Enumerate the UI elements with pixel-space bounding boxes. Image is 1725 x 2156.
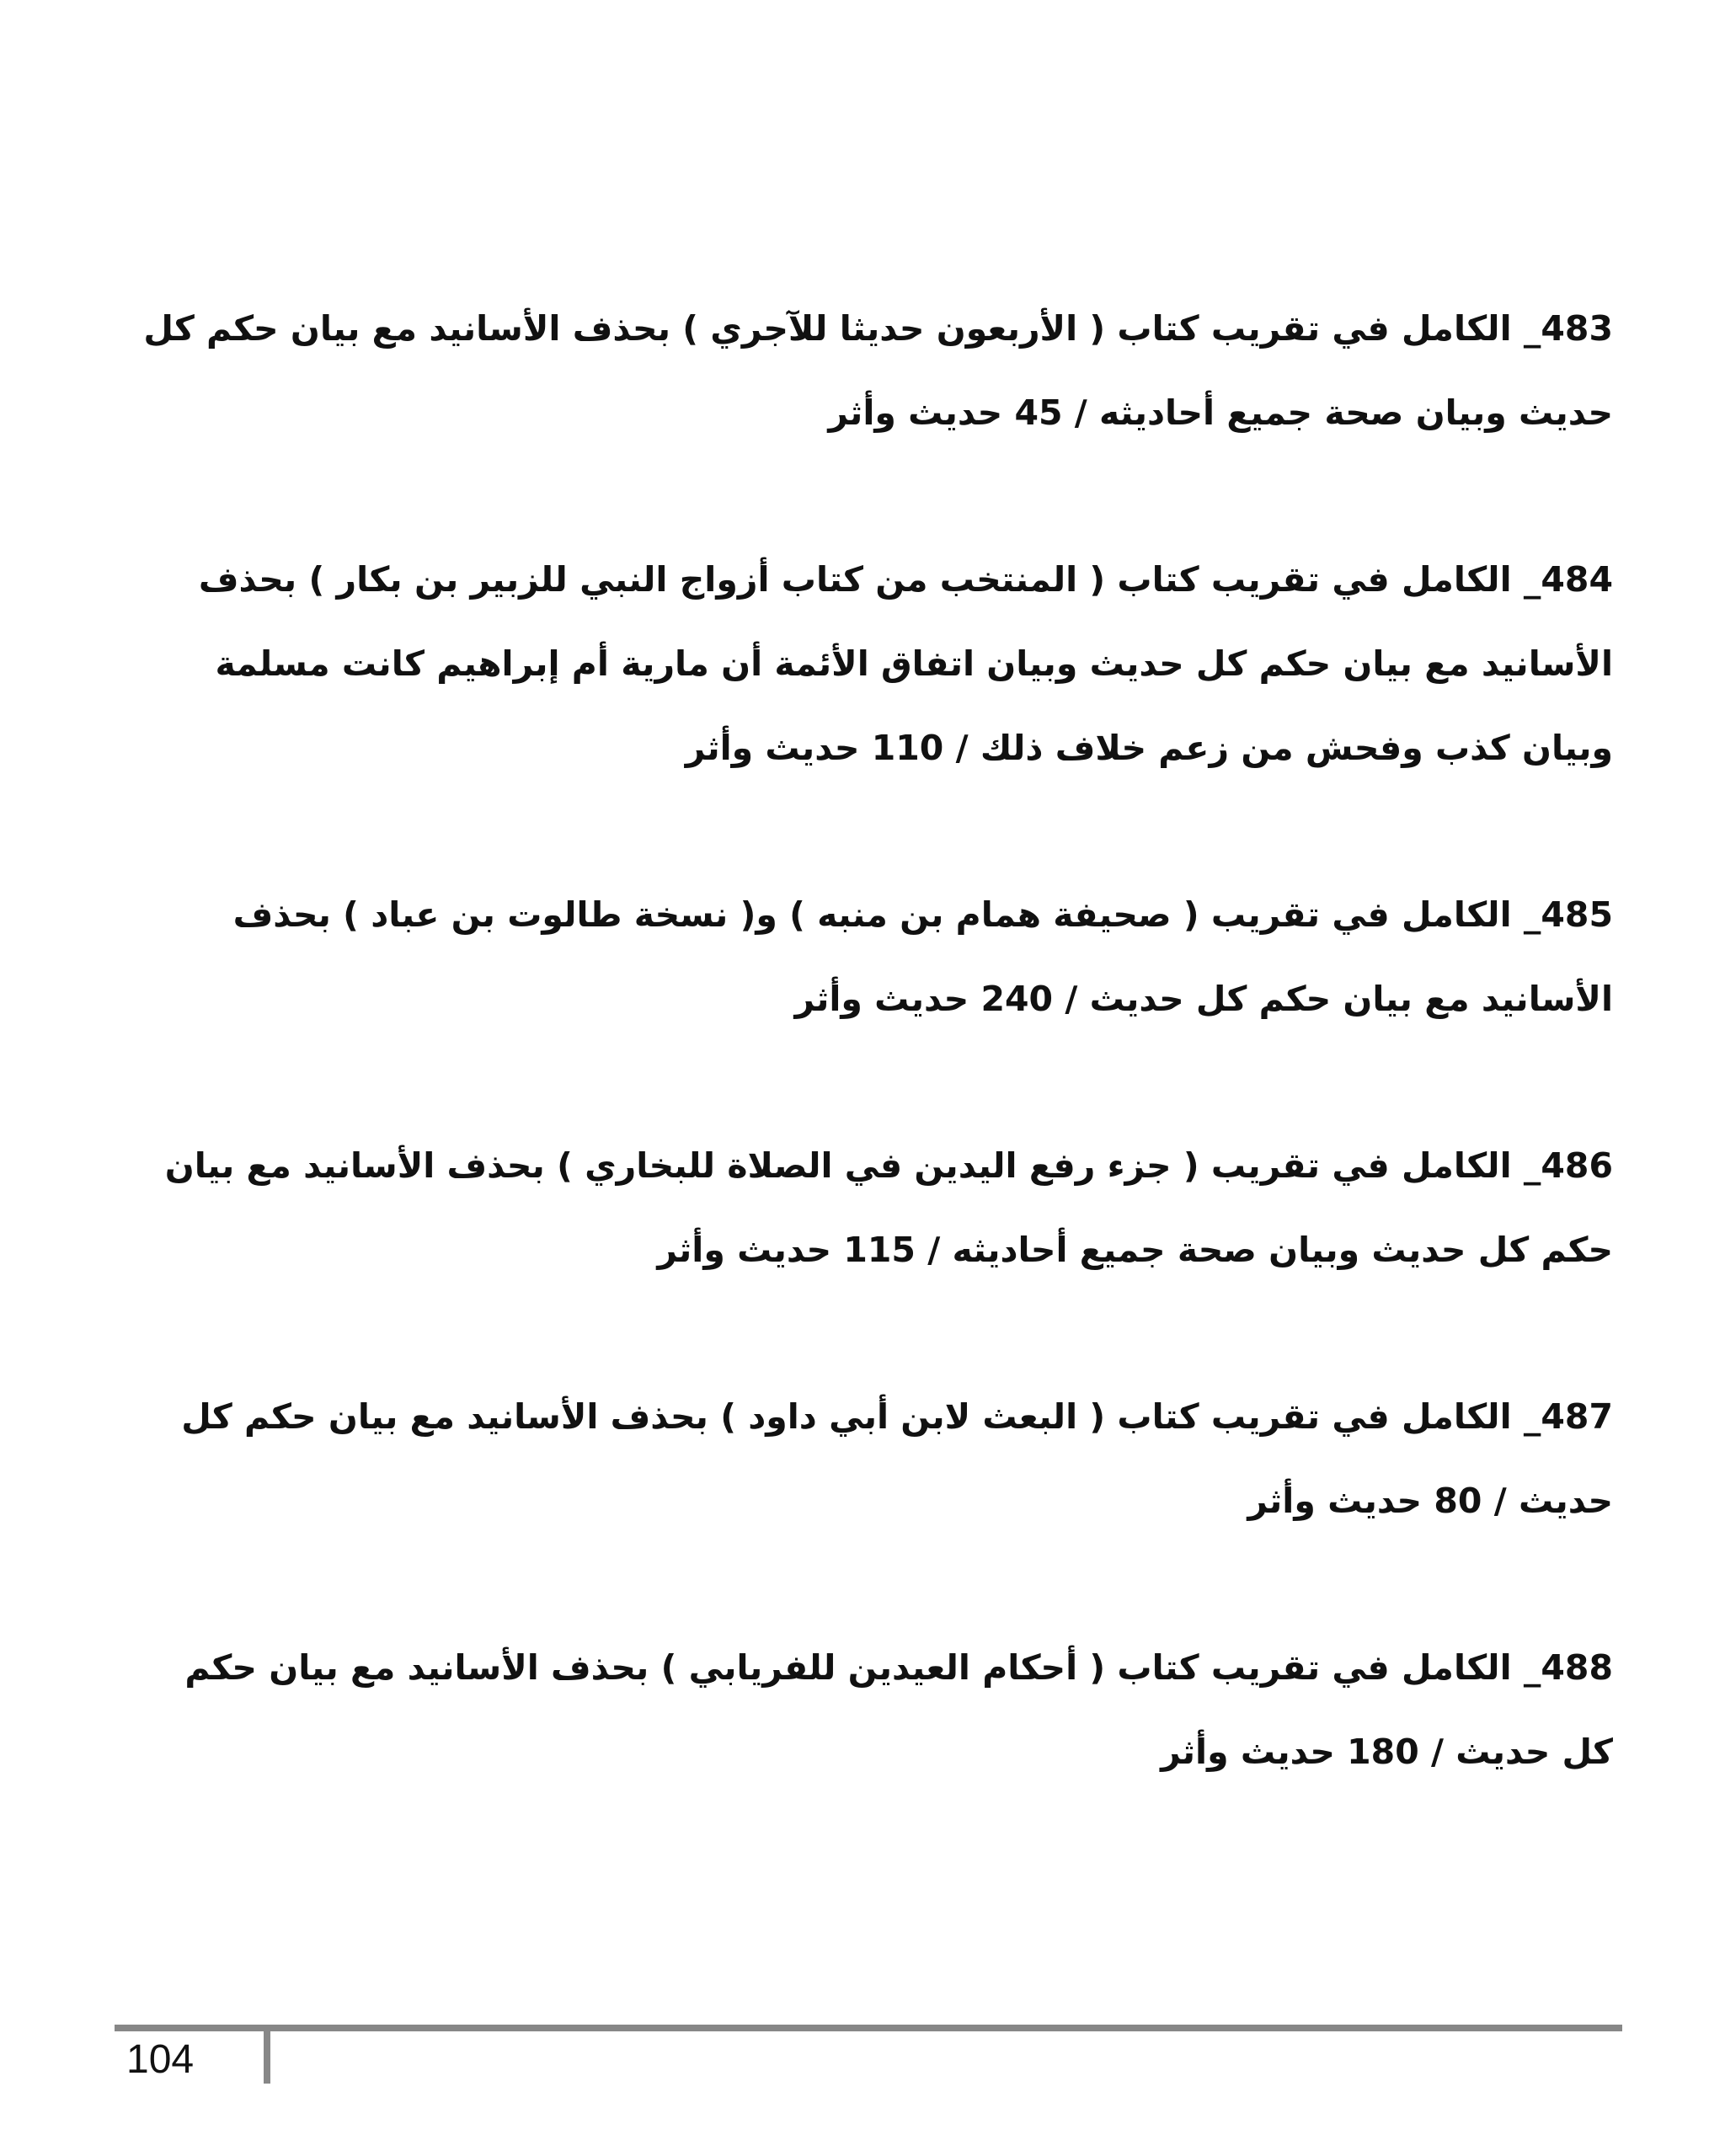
page-number: 104 (126, 2037, 195, 2082)
footer-divider (115, 2025, 1622, 2031)
entry-484: 484_ الكامل في تقريب كتاب ( المنتخب من كتاب أزواج النبي للزبير بن بكار ) بحذف الأسانيد مع بيان حكم كل حديث وبيان اتفاق الأئمة أن مارية أم إبراهيم كانت مسلمة وبيان كذب وفحش من زعم خلاف ذلك / 110 حديث وأثر (198, 559, 1613, 768)
entry-list (126, 286, 1613, 1876)
footer-divider-tick (264, 2025, 270, 2084)
entry-483: 483_ الكامل في تقريب كتاب ( الأربعون حديثا للآجري ) بحذف الأسانيد مع بيان حكم كل حديث وبيان صحة جميع أحاديثه / 45 حديث وأثر (143, 308, 1613, 433)
entry-485: 485_ الكامل في تقريب ( صحيفة همام بن منبه ) و( نسخة طالوت بن عباد ) بحذف الأسانيد مع بيان حكم كل حديث / 240 حديث وأثر (232, 894, 1613, 1019)
entry-486: 486_ الكامل في تقريب ( جزء رفع اليدين في الصلاة للبخاري ) بحذف الأسانيد مع بيان حكم كل حديث وبيان صحة جميع أحاديثه / 115 حديث وأثر (164, 1145, 1613, 1270)
entry-488: 488_ الكامل في تقريب كتاب ( أحكام العيدين للفريابي ) بحذف الأسانيد مع بيان حكم كل حديث / 180 حديث وأثر (184, 1647, 1613, 1772)
entry-487: 487_ الكامل في تقريب كتاب ( البعث لابن أبي داود ) بحذف الأسانيد مع بيان حكم كل حديث / 80 حديث وأثر (181, 1396, 1613, 1521)
